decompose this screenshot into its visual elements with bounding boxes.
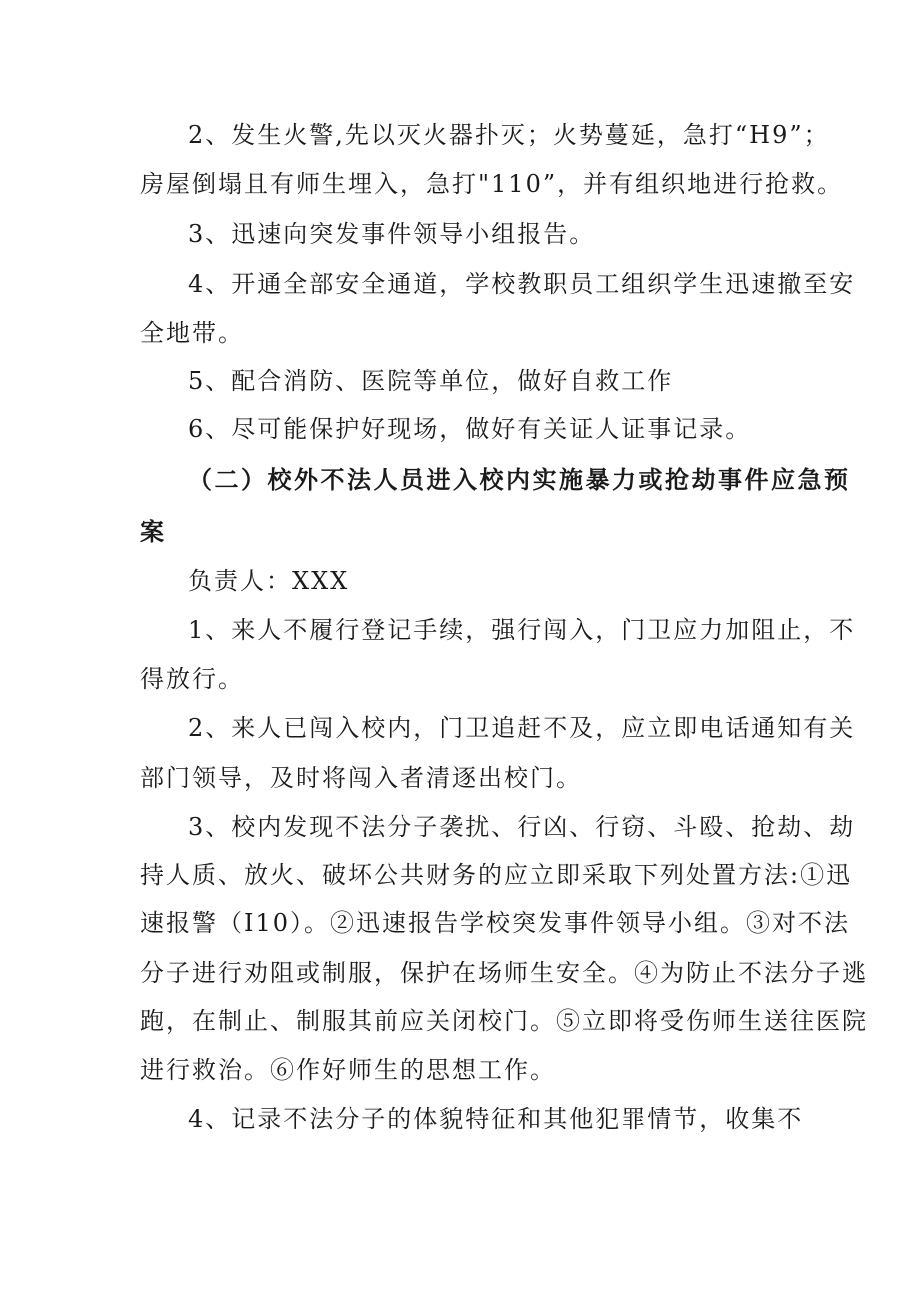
paragraph-3: 3、迅速向突发事件领导小组报告。 [188,220,596,248]
paragraph-6: 6、尽可能保护好现场，做好有关证人证事记录。 [188,415,752,443]
paragraph-4-line-2: 全地带。 [140,319,244,347]
item-3-line-5: 跑，在制止、制服其前应关闭校门。⑤立即将受伤师生送往医院 [140,1007,868,1035]
item-1-line-2: 得放行。 [140,665,244,693]
paragraph-2-line-2: 房屋倒塌且有师生埋入，急打"110”，并有组织地进行抢救。 [140,170,844,198]
item-3-line-6: 进行救治。⑥作好师生的思想工作。 [140,1056,556,1084]
item-3-line-2: 持人质、放火、破坏公共财务的应立即采取下列处置方法:①迅 [140,861,853,889]
item-3-line-1: 3、校内发现不法分子袭扰、行凶、行窃、斗殴、抢劫、劫 [188,813,856,841]
item-2-line-2: 部门领导，及时将闯入者清逐出校门。 [140,764,582,792]
paragraph-5: 5、配合消防、医院等单位，做好自救工作 [188,367,674,395]
item-2-line-1: 2、来人已闯入校内，门卫追赶不及，应立即电话通知有关 [188,714,856,742]
paragraph-2-line-1: 2、发生火警,先以灭火器扑灭；火势蔓延，急打“H9”； [188,121,830,149]
item-3-line-4: 分子进行劝阻或制服，保护在场师生安全。④为防止不法分子逃 [140,959,868,987]
paragraph-4-line-1: 4、开通全部安全通道，学校教职员工组织学生迅速撤至安 [188,270,856,298]
item-1-line-1: 1、来人不履行登记手续，强行闯入，门卫应力加阻止，不 [188,616,856,644]
responsible-person: 负责人：XXX [188,567,350,595]
section-heading-line-2: 案 [140,518,167,546]
item-3-line-3: 速报警（I10）。②迅速报告学校突发事件领导小组。③对不法 [140,909,851,937]
section-heading-line-1: （二）校外不法人员进入校内实施暴力或抢劫事件应急预 [188,466,851,494]
item-4-line-1: 4、记录不法分子的体貌特征和其他犯罪情节，收集不 [188,1105,804,1133]
